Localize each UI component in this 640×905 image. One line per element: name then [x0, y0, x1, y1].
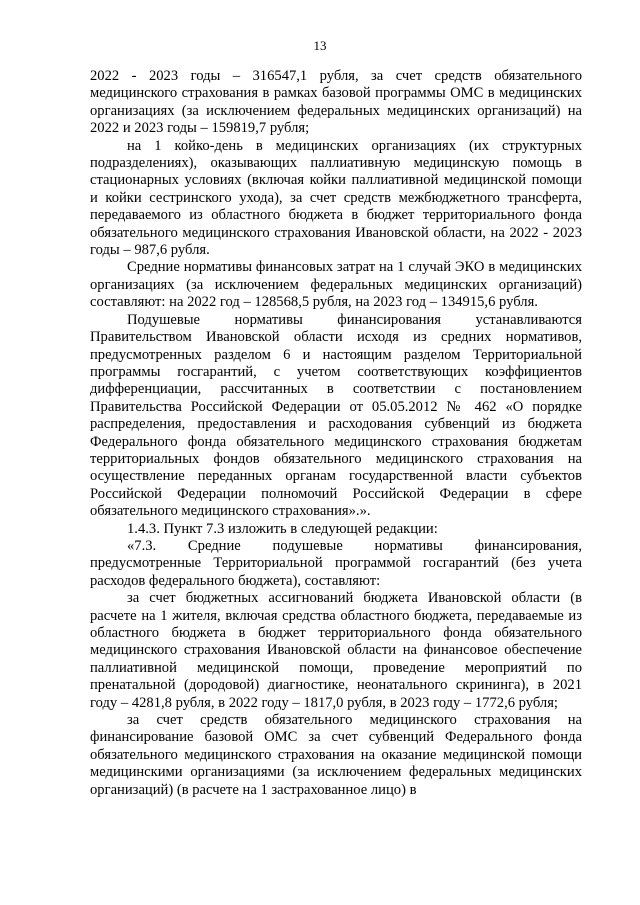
document-body	[90, 68, 582, 799]
paragraph-oms-funding: за счет средств обязательного медицинского страхования на финансирование базовой ОМС за счет субвенций Федерального фонда обязательного медицинского страхования на оказание медицинской помощи медицинскими организациями (за исключением федеральных медицинских организаций) (в расчете на 1 застрахованное лицо) в	[90, 712, 582, 798]
paragraph-clause-7-3: «7.3. Средние подушевые нормативы финансирования, предусмотренные Территориальной программой госгарантий (без учета расходов федерального бюджета), составляют:	[90, 537, 582, 589]
paragraph-clause-1-4-3: 1.4.3. Пункт 7.3 изложить в следующей редакции:	[127, 520, 438, 537]
paragraph-continuation-totals: 2022 - 2023 годы – 316547,1 рубля, за счет средств обязательного медицинского страхования в рамках базовой программы ОМС в медицинских организациях (за исключением федеральных медицинских организаций) на 2022 и 2023 годы – 159819,7 рубля;	[90, 68, 582, 137]
paragraph-palliative-bed-day: на 1 койко-день в медицинских организациях (их структурных подразделениях), оказывающих паллиативную медицинскую помощь в стационарных условиях (включая койки паллиативной медицинской помощи и койки сестринского ухода), за счет средств межбюджетного трансферта, передаваемого из областного бюджета в бюджет территориального фонда обязательного медицинского страхования Ивановской области, на 2022 - 2023 годы – 987,6 рубля.	[90, 137, 582, 259]
paragraph-budget-allocations: за счет бюджетных ассигнований бюджета Ивановской области (в расчете на 1 жителя, включая средства областного бюджета, передаваемые из областного бюджета в бюджет территориального фонда обязательного медицинского страхования Ивановской области на финансовое обеспечение паллиативной медицинской помощи, проведение мероприятий по пренатальной (дородовой) диагностике, неонатального скрининга), в 2021 году – 4281,8 рубля, в 2022 году – 1817,0 рубля, в 2023 году – 1772,6 рубля;	[90, 590, 582, 711]
page-number: 13	[313, 38, 327, 53]
paragraph-eco-costs: Средние нормативы финансовых затрат на 1 случай ЭКО в медицинских организациях (за исключением федеральных медицинских организаций) составляют: на 2022 год – 128568,5 рубля, на 2023 год – 134915,6 рубля.	[90, 259, 582, 311]
paragraph-per-capita-norms: Подушевые нормативы финансирования устанавливаются Правительством Ивановской области исходя из средних нормативов, предусмотренных разделом 6 и настоящим разделом Территориальной программы госгарантий, с учетом соответствующих коэффициентов дифференциации, рассчитанных в соответствии с постановлением Правительства Российской Федерации от 05.05.2012 № 462 «О порядке распределения, предоставления и расходования субвенций из бюджета Федерального фонда обязательного медицинского страхования бюджетам территориальных фондов обязательного медицинского страхования на осуществление переданных органам государственной власти субъектов Российской Федерации полномочий Российской Федерации в сфере обязательного медицинского страхования».».	[90, 311, 582, 520]
